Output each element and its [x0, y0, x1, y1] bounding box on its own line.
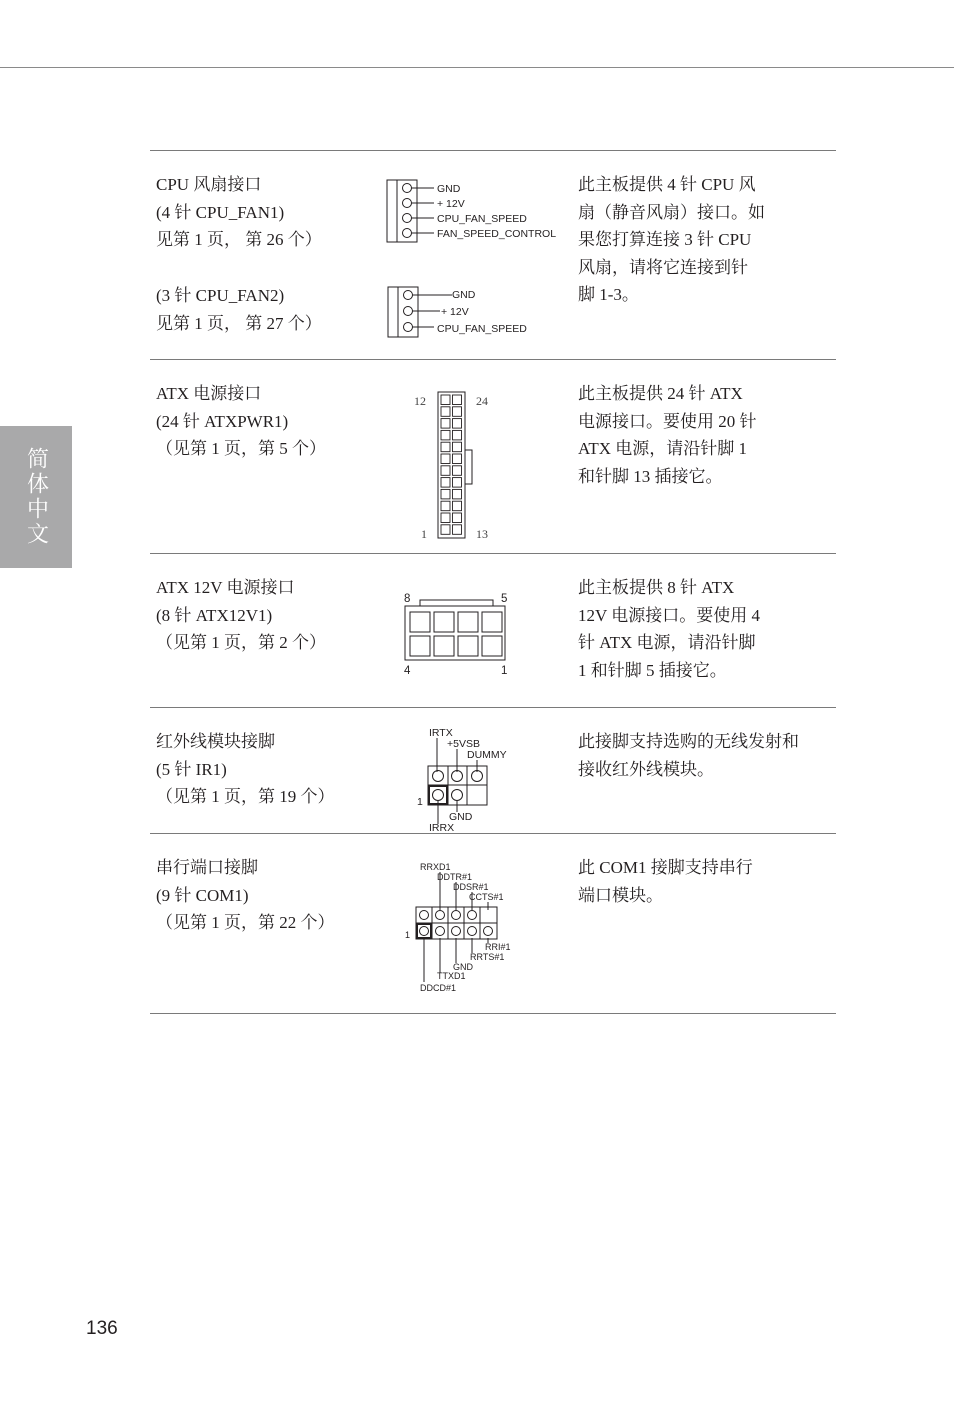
atx24-pin: [453, 442, 462, 452]
com-pin: [452, 911, 461, 920]
pin-label-1: 1: [405, 930, 411, 940]
cpu-fan-description: [578, 171, 765, 309]
com-pin: [484, 927, 493, 936]
pin-label-ttxd1: TTXD1: [437, 971, 466, 981]
pin-label-fan-speed-control: FAN_SPEED_CONTROL: [437, 228, 557, 240]
pin-label-12: 12: [414, 394, 426, 408]
section-rule: [150, 707, 836, 708]
cpu-fan1-connector-diagram: [380, 175, 570, 245]
pin-label-irrx: IRRX: [429, 822, 455, 834]
desc-line: 此 COM1 接脚支持串行: [578, 858, 753, 877]
atx24-pin: [453, 478, 462, 488]
atx24-pin: [453, 513, 462, 523]
desc-line: 此主板提供 8 针 ATX: [578, 578, 735, 597]
pin-label-1: 1: [501, 665, 508, 677]
com-pin: [468, 927, 477, 936]
atx-power-title: [156, 380, 326, 463]
desc-line: 脚 1-3。: [578, 285, 639, 304]
side-tab-label: 简体中文: [23, 447, 49, 547]
atx24-pin: [441, 478, 450, 488]
cpu-fan-title: [156, 171, 322, 254]
com-name-line: 串行端口接脚: [156, 858, 258, 877]
atx24-pin: [441, 454, 450, 464]
atx12v-connector-diagram: [400, 588, 520, 680]
atx24-pin: [453, 525, 462, 535]
pin-label-gnd: GND: [452, 289, 476, 301]
com-header-title: [156, 854, 335, 937]
pin-label-rrts1: RRTS#1: [470, 952, 505, 962]
desc-line: 果您打算连接 3 针 CPU: [578, 230, 752, 249]
atx12v-pin: [482, 636, 502, 656]
atx12v-pin: [434, 636, 454, 656]
atx24-pin: [441, 395, 450, 405]
atx24-pin: [453, 501, 462, 511]
atx12v-description: [578, 574, 760, 684]
atx-power-description: [578, 380, 757, 490]
section-rule: [150, 1013, 836, 1014]
pin-label-rrxd1: RRXD1: [420, 862, 451, 872]
atx24-pin: [453, 430, 462, 440]
desc-line: 此主板提供 24 针 ATX: [578, 384, 743, 403]
ir-header-diagram: [414, 724, 534, 834]
ir-header-description: [578, 728, 799, 783]
atx12v-title: [156, 574, 326, 657]
atx24-pin: [453, 454, 462, 464]
atx24-pin: [453, 395, 462, 405]
atx12v-name-line: (8 针 ATX12V1): [156, 605, 273, 625]
atx24-pin: [441, 442, 450, 452]
atx24-pin: [453, 489, 462, 499]
atx-power-name-line: ATX 电源接口: [156, 384, 262, 403]
desc-line: 和针脚 13 插接它。: [578, 466, 723, 486]
page-number: 136: [86, 1318, 118, 1339]
desc-line: 12V 电源接口。要使用 4: [578, 605, 760, 625]
com-header-description: [578, 854, 753, 909]
pin-label-5vsb: +5VSB: [447, 738, 480, 750]
atx-power-name-line: （见第 1 页，第 5 个）: [156, 439, 326, 458]
cpu-fan-name-line: CPU 风扇接口: [156, 175, 262, 194]
atx24-pin: [441, 466, 450, 476]
com-pin: [436, 911, 445, 920]
pin-label-ddcd1: DDCD#1: [420, 983, 457, 993]
com-header-diagram: [402, 858, 532, 998]
pin-label-13: 13: [476, 527, 488, 541]
desc-line: 风扇，请将它连接到针: [578, 257, 748, 277]
atx12v-pin: [458, 636, 478, 656]
atx12v-name-line: （见第 1 页，第 2 个）: [156, 633, 326, 652]
atx24-connector-diagram: [410, 388, 520, 548]
desc-line: 此主板提供 4 针 CPU 风: [578, 175, 756, 194]
cpu-fan-name-line: 见第 1 页， 第 26 个）: [156, 230, 322, 249]
pin-label-fan-speed: CPU_FAN_SPEED: [437, 323, 527, 335]
pin-label-1: 1: [421, 527, 427, 541]
desc-line: 此接脚支持选购的无线发射和: [578, 732, 799, 751]
pin-label-12v: + 12V: [441, 306, 469, 318]
cpu-fan-name-line: (4 针 CPU_FAN1): [156, 202, 285, 222]
com-pin: [436, 927, 445, 936]
pin-label-irtx: IRTX: [429, 727, 453, 739]
atx-power-name-line: (24 针 ATXPWR1): [156, 411, 289, 431]
atx24-pin: [453, 466, 462, 476]
pin-label-ddtr1: DDTR#1: [437, 872, 473, 882]
cpu-fan2-connector-diagram: [380, 283, 550, 343]
desc-line: 针 ATX 电源，请沿针脚: [578, 633, 756, 652]
pin-label-4: 4: [404, 665, 411, 677]
desc-line: 接收红外线模块。: [578, 759, 714, 779]
atx24-pin-grid: [441, 395, 462, 534]
ir-name-line: (5 针 IR1): [156, 759, 227, 779]
atx12v-pin: [410, 636, 430, 656]
language-side-tab[interactable]: [0, 426, 72, 568]
section-rule: [150, 553, 836, 554]
pin-label-gnd: GND: [437, 183, 461, 195]
pin-label-dummy: DUMMY: [467, 749, 507, 761]
pin-label-rri1: RRI#1: [485, 942, 511, 952]
com-name-line: (9 针 COM1): [156, 885, 249, 905]
top-rule: [0, 67, 954, 68]
atx24-pin: [441, 513, 450, 523]
section-rule: [150, 150, 836, 151]
desc-line: 1 和针脚 5 插接它。: [578, 660, 727, 680]
desc-line: 端口模块。: [578, 885, 663, 905]
com-pin: [468, 911, 477, 920]
ir-name-line: 红外线模块接脚: [156, 732, 275, 751]
atx12v-pin: [410, 612, 430, 632]
com-name-line: （见第 1 页，第 22 个）: [156, 913, 335, 932]
ir-header-title: [156, 728, 335, 811]
atx24-pin: [441, 489, 450, 499]
com-pin: [420, 927, 429, 936]
atx24-pin: [453, 407, 462, 417]
cpu-fan2-title: [156, 282, 322, 337]
desc-line: 扇（静音风扇）接口。如: [578, 202, 765, 222]
desc-line: ATX 电源，请沿针脚 1: [578, 439, 748, 458]
pin-label-gnd: GND: [453, 962, 473, 972]
atx12v-pin: [434, 612, 454, 632]
com-pin: [452, 927, 461, 936]
atx12v-pin: [482, 612, 502, 632]
pin-label-gnd: GND: [449, 811, 473, 823]
atx24-pin: [441, 407, 450, 417]
desc-line: 电源接口。要使用 20 针: [578, 411, 757, 431]
pin-label-fan-speed: CPU_FAN_SPEED: [437, 213, 527, 225]
atx12v-name-line: ATX 12V 电源接口: [156, 578, 295, 597]
atx24-pin: [441, 430, 450, 440]
pin-label-24: 24: [476, 394, 488, 408]
ir-name-line: （见第 1 页，第 19 个）: [156, 787, 335, 806]
pin-label-ccts1: CCTS#1: [469, 892, 504, 902]
atx12v-pin-grid: [410, 612, 502, 656]
pin-label-8: 8: [404, 593, 411, 605]
com-pin: [420, 911, 429, 920]
atx24-pin: [453, 419, 462, 429]
atx12v-pin: [458, 612, 478, 632]
cpu-fan2-name-line: (3 针 CPU_FAN2): [156, 286, 285, 305]
atx24-pin: [441, 525, 450, 535]
pin-label-5: 5: [501, 593, 508, 605]
pin-label-ddsr1: DDSR#1: [453, 882, 489, 892]
pin-label-12v: + 12V: [437, 198, 465, 210]
atx24-pin: [441, 419, 450, 429]
pin-label-1: 1: [417, 796, 423, 808]
atx24-pin: [441, 501, 450, 511]
section-rule: [150, 359, 836, 360]
cpu-fan2-name-line: 见第 1 页， 第 27 个）: [156, 313, 322, 333]
